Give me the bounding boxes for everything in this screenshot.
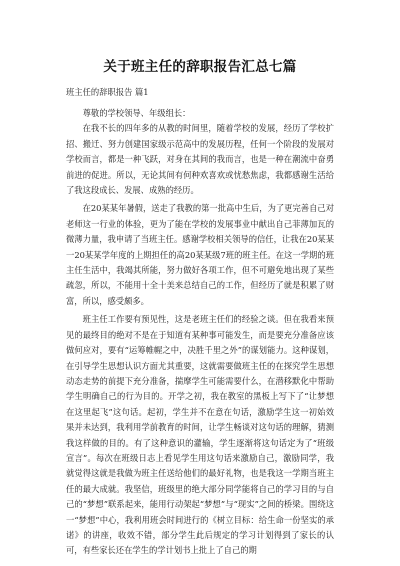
document-subtitle: 班主任的辞职报告 篇1 [66, 87, 149, 97]
document-body [66, 106, 334, 562]
body-paragraph: 班主任工作要有预见性，这是老班主任们的经验之谈。但在我看来预见的最终目的绝对不是在于知道有某种事可能发生，而是要充分准备应该做何应对，要有“运筹帷幄之中，决胜千里之外”的谋划能力。这种谋划，在引导学生思想认识方面尤其重要，这就需要做班主任的在探究学生思想动态走势的前提下充分准备，揣摩学生可能需要什么，在潜移默化中帮助学生明确自己的行为目的。开学之初，我在教室的黑板上写下了“让梦想在这里起飞”这句话。起初，学生并不在意在句话，激励学生这一初始效果并未达到，我利用学前教育的时间，让学生畅谈对这句话的理解，猜测我这样做的目的。有了这种意识的灌输，学生逐渐将这句话定为了“班级宣言”。每次在班级日志上看见学生用这句话来激励自己，激励同学，我就觉得这就是我做为班主任送给他们的最好礼物，也是我这一学期当班主任的最大成就。我坚信，班级里的绝大部分同学能将自己的学习目的与自己的“梦想”联系起来，能用行动架起“梦想”与“现实”之间的桥梁。围绕这一“梦想”中心，我利用班会时间进行的《树立目标：给生命一份坚实的承诺》的讲座，收效不错，部分学生此后规定的学习计划得到了家长的认可，有些家长还在学生的学计划书上批上了自己的期 [66, 314, 334, 556]
greeting-paragraph: 尊敬的学校领导、年级组长： [82, 108, 191, 118]
document-title: 关于班主任的辞职报告汇总七篇 [103, 59, 297, 75]
body-paragraph: 在我不长的四年多的从教的时间里，随着学校的发展，经历了学校扩招、搬迁、努力创建国家级示范高中的发展历程，任何一个阶段的发展对学校而言，都是一种飞跃，对身在其间的我而言，也是一种在潮流中奋勇前进的促进。所以，无论其间有何种欢喜欢或忧愁焦虑，我都感谢生活给了我这段成长、发展、成熟的经历。 [66, 123, 334, 196]
body-paragraph: 在20某某年暑假，送走了我教的第一批高中生后，为了更完善自己对老师这一行业的体验，更为了能在学校的发展事业中献出自己菲薄加瓦的微薄力量，我申请了当班主任。感谢学校相关领导的信任，让我在20某某一20某某学年度的上期担任的高20某某级7班的班主任。在这一学期的班主任生活中，我竭其所能，努力做好各项工作，但不可避免地出现了某些疏忽，所以，不能用十全十美来总结自己的工作，但经历了就是积累了财富，所以，感受颇多。 [66, 203, 334, 306]
